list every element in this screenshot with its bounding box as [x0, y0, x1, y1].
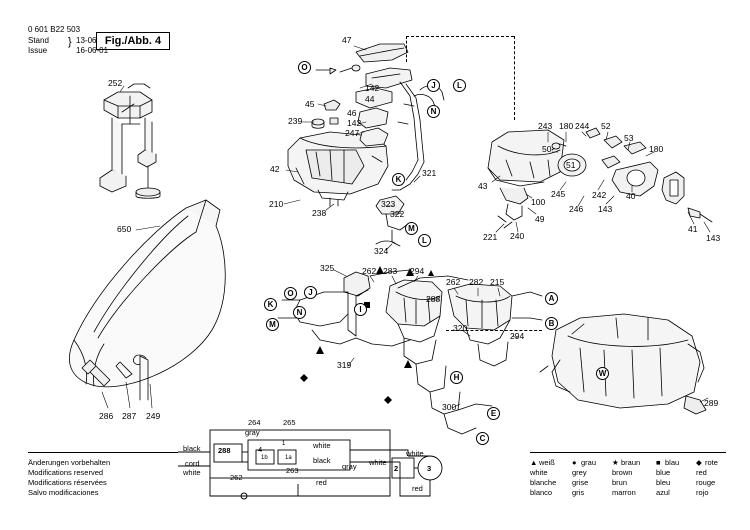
legend-fr-red: rouge — [696, 478, 716, 487]
figure-label: Fig./Abb. 4 — [104, 35, 162, 47]
callout-321: 321 — [422, 168, 437, 178]
callout-47: 47 — [342, 35, 352, 45]
legend-es-white: blanco — [530, 488, 553, 497]
legend-fr-blue: bleu — [656, 478, 671, 487]
legend-de-blue: blau — [665, 458, 680, 467]
legend-es-blue: azul — [656, 488, 670, 497]
callout-45: 45 — [305, 99, 315, 109]
legend-symbol-white: ▲ — [530, 458, 538, 467]
callout-262-a: 262 — [362, 266, 377, 276]
callout-319: 319 — [337, 360, 352, 370]
wire-label-white-left: white — [183, 468, 201, 477]
callout-324: 324 — [374, 246, 389, 256]
callout-180-a: 180 — [559, 121, 574, 131]
legend-symbol-blue: ■ — [656, 458, 661, 467]
marker-J-top: J — [427, 79, 440, 92]
legend-de-grey: grau — [581, 458, 597, 467]
wire-label-gray-top: gray — [245, 428, 260, 437]
dashed-frame-top — [406, 36, 514, 37]
wire-label-white-3: white — [406, 449, 424, 458]
callout-43: 43 — [478, 181, 488, 191]
marker-M-low: M — [266, 318, 279, 331]
legend-fr-grey: grise — [572, 478, 589, 487]
callout-242: 242 — [592, 190, 607, 200]
legend-es-red: rojo — [696, 488, 709, 497]
callout-51: 51 — [566, 160, 576, 170]
wire-terminal-1b: 1b — [261, 455, 268, 461]
marker-E: E — [487, 407, 500, 420]
callout-243: 243 — [538, 121, 553, 131]
marker-K-low: K — [264, 298, 277, 311]
callout-246: 246 — [569, 204, 584, 214]
legend-en-brown: brown — [612, 468, 633, 477]
callout-210: 210 — [269, 199, 284, 209]
wire-terminal-4: 4 — [258, 445, 263, 454]
legend-es-brown: marron — [612, 488, 636, 497]
footer-line-de: Änderungen vorbehalten — [28, 458, 111, 467]
legend-divider — [530, 452, 726, 453]
marker-L-mid: L — [418, 234, 431, 247]
wire-label-cord: cord — [185, 459, 200, 468]
legend-fr-brown: brun — [612, 478, 628, 487]
callout-142-a: 142 — [365, 83, 380, 93]
marker-B: B — [545, 317, 558, 330]
marker-N-top: N — [427, 105, 440, 118]
wire-label-265: 265 — [283, 418, 296, 427]
footer-line-en: Modifications reserved — [28, 468, 104, 477]
callout-294-b: 294 — [510, 331, 525, 341]
marker-N-low: N — [293, 306, 306, 319]
callout-323: 323 — [381, 199, 396, 209]
wire-label-black-left: black — [183, 444, 201, 453]
part-number: 0 601 B22 503 — [28, 25, 81, 34]
callout-49: 49 — [535, 214, 545, 224]
callout-283: 283 — [383, 266, 398, 276]
callout-143-b: 143 — [706, 233, 721, 243]
marker-K-mid: K — [392, 173, 405, 186]
dashed-frame-right — [514, 36, 515, 120]
callout-40: 40 — [626, 191, 636, 201]
marker-I: I — [354, 303, 367, 316]
callout-221: 221 — [483, 232, 498, 242]
footer-line-fr: Modifications réservées — [28, 478, 107, 487]
wire-terminal-2: 2 — [394, 464, 399, 473]
callout-325: 325 — [320, 263, 335, 273]
callout-52: 52 — [601, 121, 611, 131]
footer-line-es: Salvo modificaciones — [28, 488, 99, 497]
wire-terminal-3: 3 — [427, 464, 432, 473]
callout-53: 53 — [624, 133, 634, 143]
dashed-line-mid — [446, 330, 542, 331]
callout-46: 46 — [347, 108, 357, 118]
date-en: 16-06-01 — [76, 46, 109, 55]
brace-icon: } — [68, 36, 72, 48]
callout-238: 238 — [312, 208, 327, 218]
callout-239: 239 — [288, 116, 303, 126]
marker-C: C — [476, 432, 489, 445]
wire-label-288: 288 — [218, 446, 231, 455]
callout-262-b: 262 — [446, 277, 461, 287]
callout-650: 650 — [117, 224, 132, 234]
legend-de-red: rote — [705, 458, 718, 467]
legend-en-white: white — [530, 468, 548, 477]
footer-divider — [28, 452, 178, 453]
marker-H: H — [450, 371, 463, 384]
wire-label-white-2: white — [369, 458, 387, 467]
callout-180-b: 180 — [649, 144, 664, 154]
callout-50: 50 — [542, 144, 552, 154]
marker-J-low: J — [304, 286, 317, 299]
legend-de-brown: braun — [621, 458, 641, 467]
callout-100: 100 — [531, 197, 546, 207]
legend-symbol-grey: ● — [572, 458, 577, 467]
legend-es-grey: gris — [572, 488, 585, 497]
marker-M-mid: M — [405, 222, 418, 235]
wire-label-262: 262 — [230, 473, 243, 482]
wire-label-gray-mid: gray — [342, 462, 357, 471]
callout-42: 42 — [270, 164, 280, 174]
marker-L-top: L — [453, 79, 466, 92]
callout-240: 240 — [510, 231, 525, 241]
legend-en-red: red — [696, 468, 707, 477]
wire-label-264: 264 — [248, 418, 261, 427]
marker-O-top: O — [298, 61, 311, 74]
marker-W: W — [596, 367, 609, 380]
legend-symbol-brown: ★ — [612, 458, 619, 467]
marker-O-low: O — [284, 287, 297, 300]
callout-300: 300 — [442, 402, 457, 412]
wire-label-white-1: white — [313, 441, 331, 450]
legend-en-blue: blue — [656, 468, 671, 477]
callout-286: 286 — [99, 411, 114, 421]
callout-294-a: 294 — [410, 266, 425, 276]
callout-215: 215 — [490, 277, 505, 287]
wire-label-red-bottom: red — [412, 484, 423, 493]
callout-245: 245 — [551, 189, 566, 199]
callout-287: 287 — [122, 411, 137, 421]
date-de: 13-06 — [76, 36, 97, 45]
dashed-frame-left — [406, 36, 407, 62]
callout-249: 249 — [146, 411, 161, 421]
wire-terminal-1a: 1a — [285, 455, 292, 461]
callout-142-b: 142 — [347, 118, 362, 128]
legend-en-grey: grey — [572, 468, 587, 477]
callout-44: 44 — [365, 94, 375, 104]
legend-fr-white: blanche — [530, 478, 557, 487]
callout-282: 282 — [469, 277, 484, 287]
wire-label-263: 263 — [286, 466, 299, 475]
wire-label-black-right: black — [313, 456, 331, 465]
callout-289: 289 — [704, 398, 719, 408]
wire-terminal-1: 1 — [282, 441, 286, 447]
callout-143-a: 143 — [598, 204, 613, 214]
callout-244: 244 — [575, 121, 590, 131]
callout-41: 41 — [688, 224, 698, 234]
wire-label-red: red — [316, 478, 327, 487]
callout-322: 322 — [390, 209, 405, 219]
callout-320: 320 — [453, 323, 468, 333]
callout-288: 288 — [426, 294, 441, 304]
issue-label: Issue — [28, 46, 48, 55]
marker-A: A — [545, 292, 558, 305]
legend-symbol-red: ◆ — [696, 458, 702, 467]
callout-252: 252 — [108, 78, 123, 88]
callout-247: 247 — [345, 128, 360, 138]
legend-de-white: weiß — [539, 458, 555, 467]
stand-label: Stand — [28, 36, 49, 45]
wiring-schematic — [178, 410, 578, 530]
